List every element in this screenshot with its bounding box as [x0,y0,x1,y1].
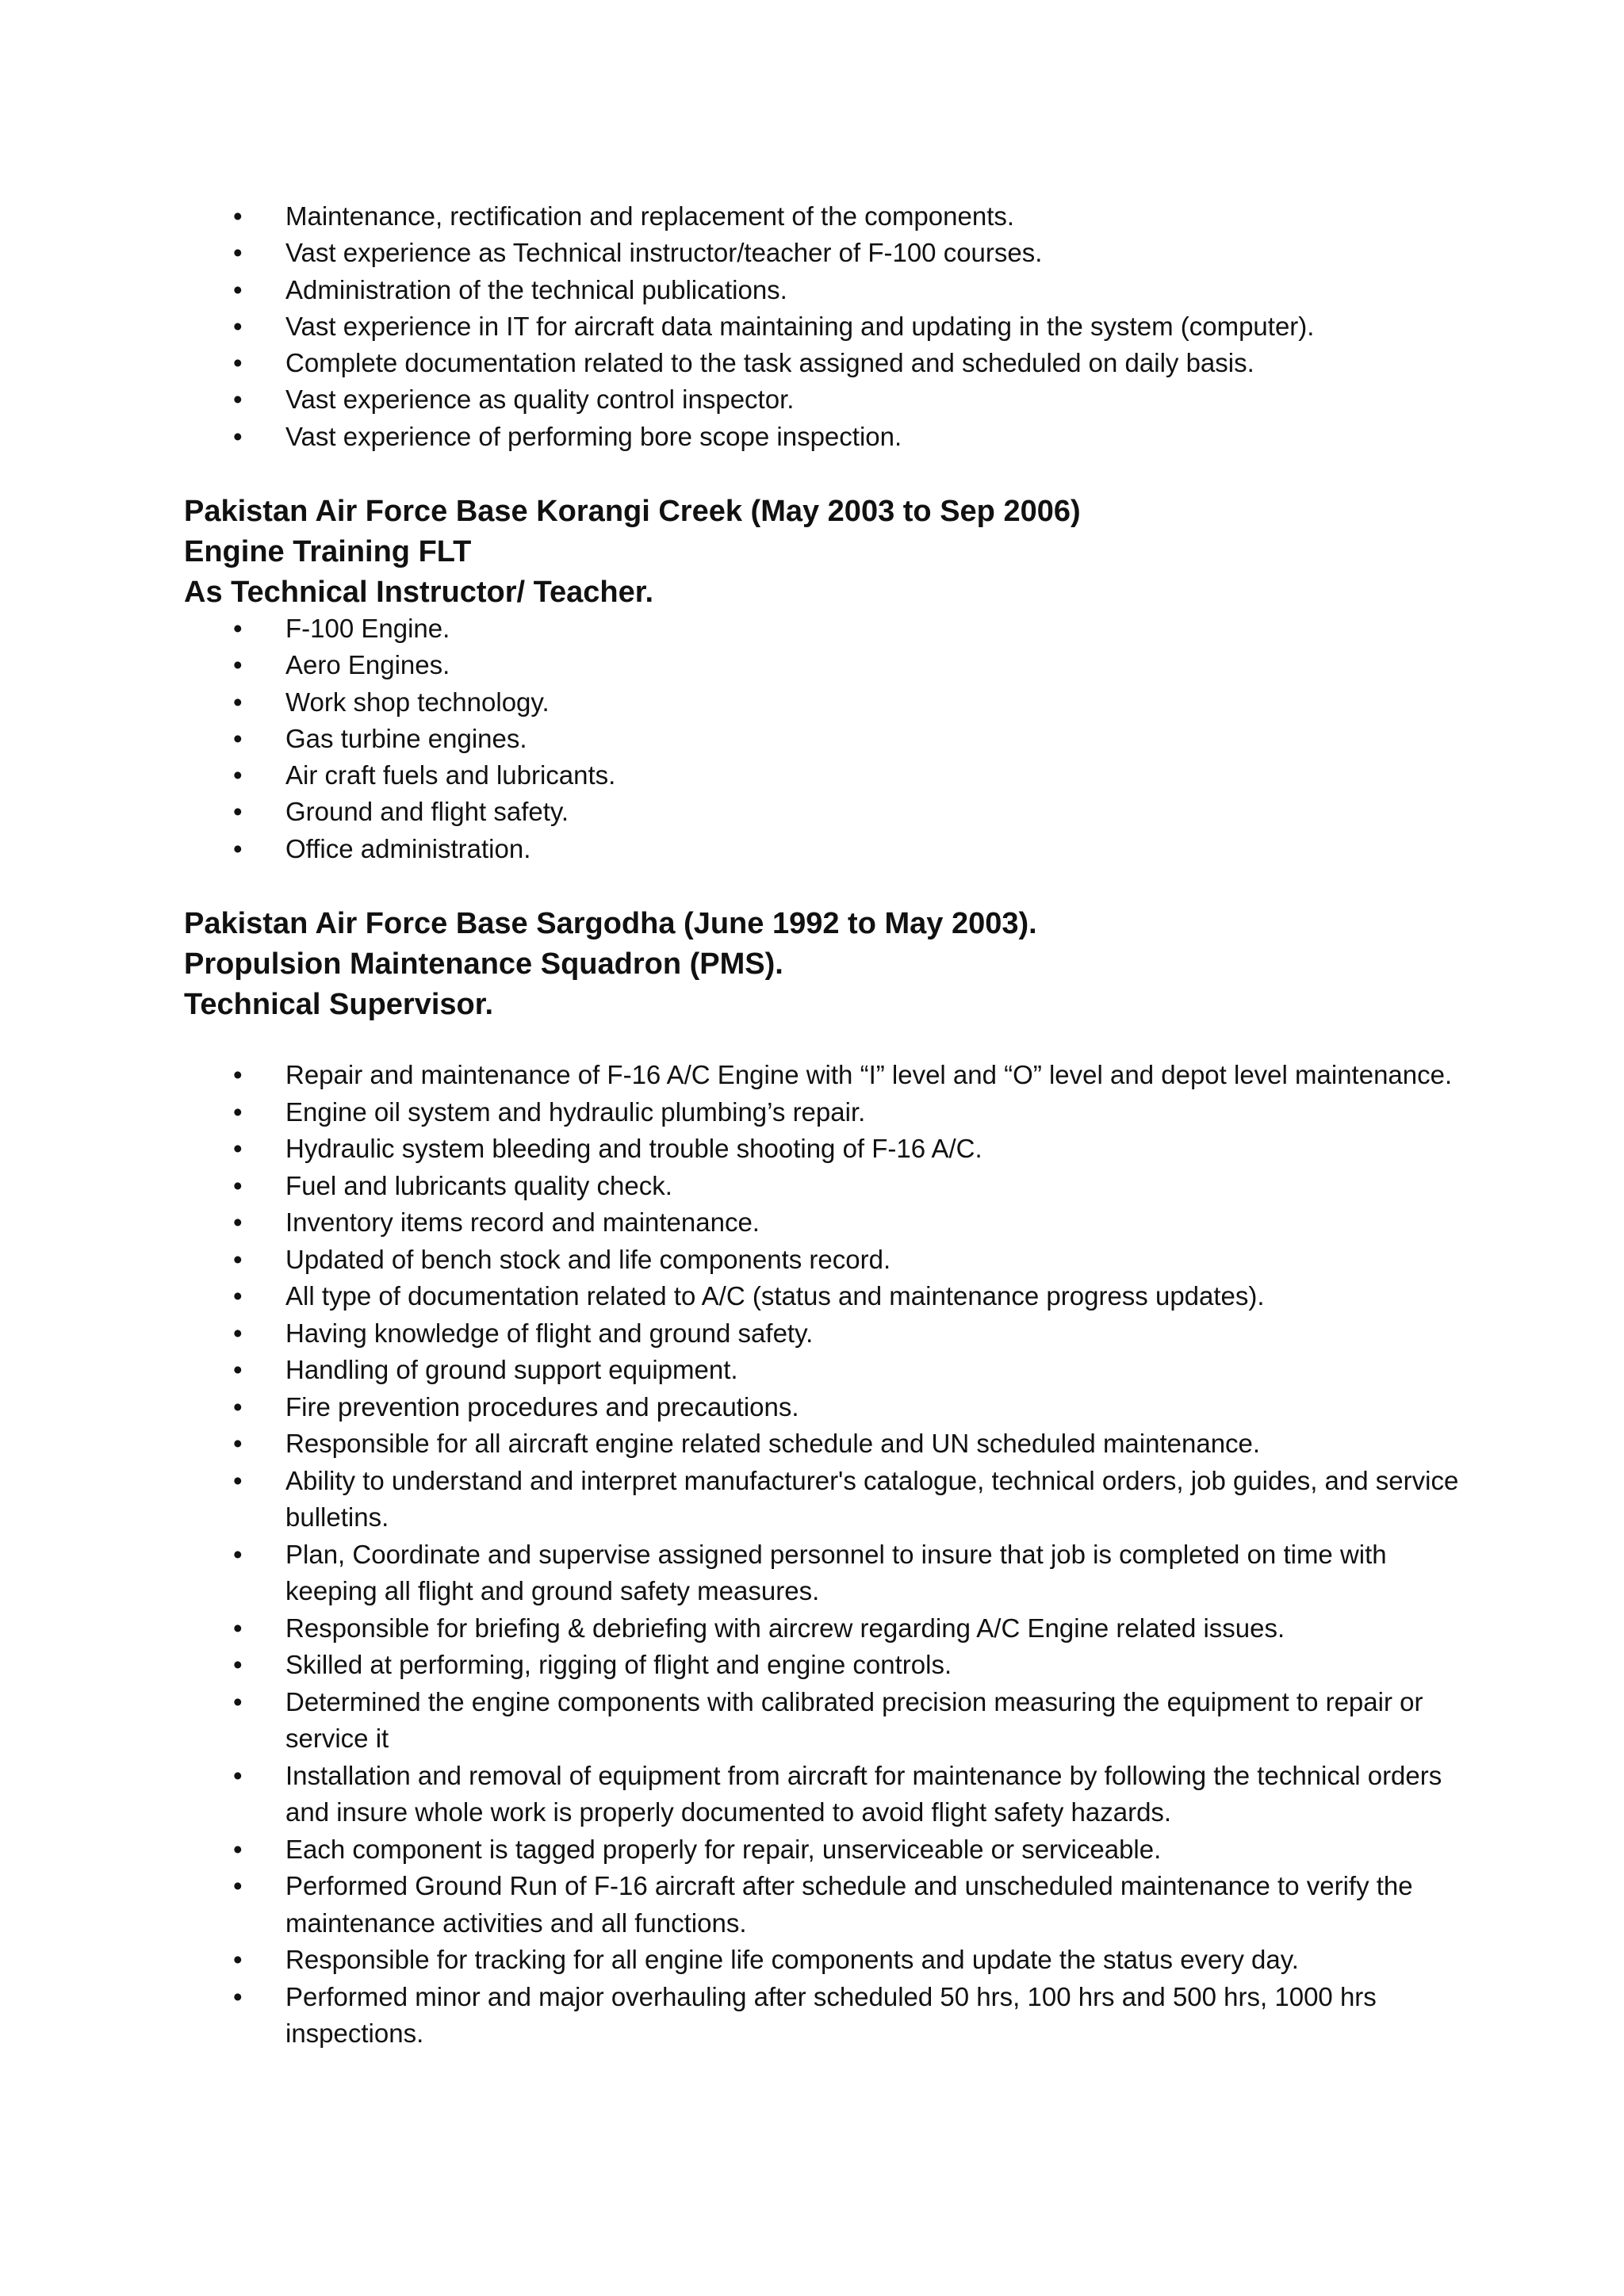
role-heading: Technical Supervisor. [184,988,494,1021]
list-item: • Gas turbine engines. [184,721,1469,757]
employer-heading: Pakistan Air Force Base Korangi Creek (May 2003 to Sep 2006) [184,495,1081,528]
list-item: • Performed minor and major overhauling after scheduled 50 hrs, 100 hrs and 500 hrs, 1000 hrs inspections. [184,1979,1469,2053]
list-item: • Each component is tagged properly for repair, unserviceable or serviceable. [184,1831,1469,1869]
list-item: • Skilled at performing, rigging of flight and engine controls. [184,1647,1469,1684]
list-item: • Vast experience as Technical instructor/teacher of F-100 courses. [184,235,1469,271]
list-item: • Determined the engine components with calibrated precision measuring the equipment to repair or service it [184,1684,1469,1758]
list-item: • Updated of bench stock and life components record. [184,1242,1469,1279]
courses-list [184,610,1469,867]
employer-heading: Pakistan Air Force Base Sargodha (June 1992 to May 2003). [184,907,1037,940]
list-item: • Responsible for tracking for all engine life components and update the status every day. [184,1942,1469,1979]
list-item: • F-100 Engine. [184,610,1469,647]
list-item: • Vast experience of performing bore scope inspection. [184,419,1469,455]
list-item: • Vast experience in IT for aircraft data maintaining and updating in the system (computer). [184,308,1469,345]
list-item: • Office administration. [184,831,1469,867]
department-heading: Engine Training FLT [184,535,472,568]
list-item: • Responsible for all aircraft engine related schedule and UN scheduled maintenance. [184,1425,1469,1463]
duties-list [184,198,1469,455]
list-item: • Installation and removal of equipment from aircraft for maintenance by following the technical orders and insure whole work is properly documented to avoid flight safety hazards. [184,1758,1469,1831]
list-item: • Ability to understand and interpret manufacturer's catalogue, technical orders, job guides, and service bulletins. [184,1463,1469,1536]
sargodha-header [184,904,1469,1025]
list-item: • Repair and maintenance of F-16 A/C Engine with “I” level and “O” level and depot level maintenance. [184,1057,1469,1094]
list-item: • Responsible for briefing & debriefing with aircrew regarding A/C Engine related issues. [184,1610,1469,1647]
korangi-creek-header [184,492,1469,613]
list-item: • Engine oil system and hydraulic plumbing’s repair. [184,1094,1469,1131]
list-item: • Complete documentation related to the task assigned and scheduled on daily basis. [184,345,1469,381]
instructor-courses-block [184,610,1469,867]
list-item: • Fire prevention procedures and precautions. [184,1389,1469,1426]
list-item: • Work shop technology. [184,684,1469,721]
list-item: • Aero Engines. [184,647,1469,683]
list-item: • Vast experience as quality control inspector. [184,381,1469,418]
supervisor-duties-block [184,1057,1469,2053]
list-item: • Air craft fuels and lubricants. [184,757,1469,794]
duties-list-block [184,198,1469,455]
list-item: • Ground and flight safety. [184,794,1469,830]
list-item: • Maintenance, rectification and replacement of the components. [184,198,1469,235]
supervisor-duties-list [184,1057,1469,2053]
department-heading: Propulsion Maintenance Squadron (PMS). [184,947,783,981]
list-item: • Performed Ground Run of F-16 aircraft after schedule and unscheduled maintenance to verify the maintenance activities and all functions. [184,1868,1469,1942]
list-item: • Administration of the technical publications. [184,272,1469,308]
role-heading: As Technical Instructor/ Teacher. [184,576,654,609]
list-item: • Having knowledge of flight and ground safety. [184,1315,1469,1353]
list-item: • Plan, Coordinate and supervise assigned personnel to insure that job is completed on time with keeping all flight and ground safety measures. [184,1536,1469,1610]
list-item: • Fuel and lubricants quality check. [184,1168,1469,1205]
list-item: • Hydraulic system bleeding and trouble shooting of F-16 A/C. [184,1131,1469,1168]
list-item: • Handling of ground support equipment. [184,1352,1469,1389]
list-item: • Inventory items record and maintenance. [184,1204,1469,1242]
list-item: • All type of documentation related to A/C (status and maintenance progress updates). [184,1278,1469,1315]
